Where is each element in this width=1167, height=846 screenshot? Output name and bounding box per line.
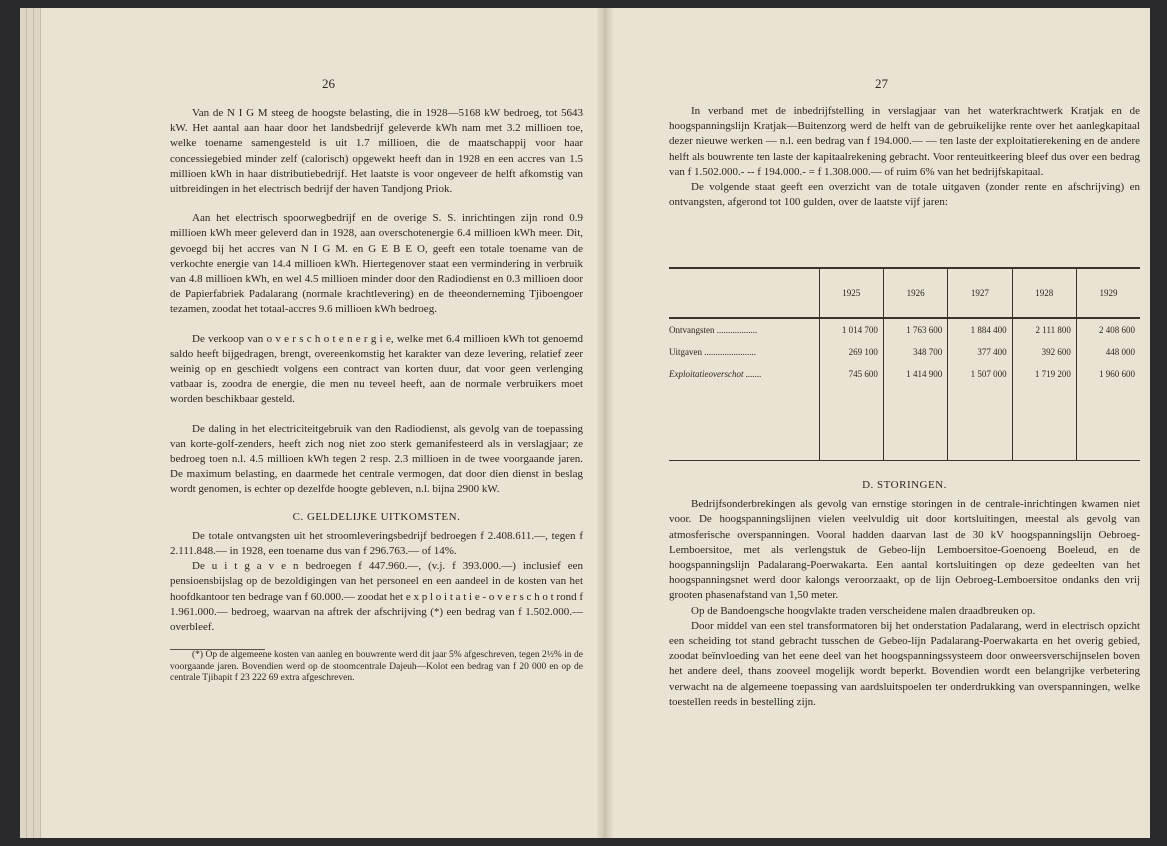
table-cell: 745 600 [819, 363, 883, 385]
table-header-year: 1927 [948, 268, 1012, 318]
right-page-intro [669, 104, 1140, 210]
paragraph: De volgende staat geeft een overzicht van de totale uitgaven (zonder rente en afschrijving) en ontvangsten, afgerond tot 100 gulden, over de laatste vijf jaren: [669, 181, 1140, 209]
footnote: (*) Op de algemeene kosten van aanleg en bouwrente werd dit jaar 5% afgeschreven, tegen 2½% in de voorgaande jaren. Bovendien werd op de stoomcentrale Dajeuh—Kolot een bedrag van f 20 000 en op de centrale Tjibapit f 23 222 69 extra afgeschreven. [170, 650, 583, 684]
finance-table [669, 267, 1140, 461]
paragraph: In verband met de inbedrijfstelling in verslagjaar van het waterkrachtwerk Kratjak en de hoogspanningslijn Kratjak—Buitenzorg werd de helft van de gebruikelijke rente over het aanlegkapitaal dezer nieuwe werken — n.l. een bedrag van f 194.000.— — ten laste der exploitatierekening en de andere helft als bouwrente ten laste der kapitaalrekening gebracht. Voor renteuitkeering bleef dus over een bedrag van f 1.502.000.- -- f 194.000.- = f 1.308.000.— of ruim 6% van het bedrijfskapitaal. [669, 105, 1140, 178]
table-header-year: 1929 [1076, 268, 1140, 318]
page-number: 27 [875, 76, 888, 91]
paragraph: Aan het electrisch spoorwegbedrijf en de overige S. S. inrichtingen zijn rond 0.9 millioen kWh meer geleverd dan in 1928, aan overschotenergie 6.4 millioen kWh meer. Dit, gevoegd bij het accres van N I G M. en G E B E O, geeft een totale toename van de verkochte energie van 14.4 millioen kWh. Hiertegenover staat een vermindering in verbruik van 4.8 millioen kWh, en wel 4.5 millioen minder door den Radiodienst en 0.3 millioen door de Papierfabriek Padalarang (normale krachtlevering) en de theeonderneming Tjiboengoer tezamen, zoodat het totaal-accres 9.6 millioen kWh bedroeg. [170, 212, 583, 316]
left-page-body [170, 106, 583, 685]
table-cell: 1 414 900 [883, 363, 947, 385]
page-edge [27, 8, 34, 838]
table-header-year: 1926 [883, 268, 947, 318]
table-cell: 269 100 [819, 341, 883, 363]
table-cell: 448 000 [1076, 341, 1140, 363]
table-row [669, 341, 1140, 363]
table-header-year: 1928 [1012, 268, 1076, 318]
table-cell: 1 960 600 [1076, 363, 1140, 385]
paragraph: Van de N I G M steeg de hoogste belasting, die in 1928—5168 kW bedroeg, tot 5643 kW. Het aantal aan haar door het landsbedrijf geleverde kWh nam met 3.2 millioen toe, welke toename samengesteld is uit 1.7 millioen, die de maatschappij voor haar concessiegebied minder zelf (calorisch) opgewekt heeft dan in 1928 en een accres van 1.5 millioen kWh in haar distributiebedrijf. Het laatste is voor ongeveer de helft afkomstig van uitbreidingen in het electrisch bedrijf der haven Tandjong Priok. [170, 107, 583, 196]
table-header-year: 1925 [819, 268, 883, 318]
paragraph: Op de Bandoengsche hoogvlakte traden verscheidene malen draadbreuken op. [691, 604, 1036, 617]
row-label: Ontvangsten .................. [669, 325, 758, 335]
table-cell: 1 884 400 [948, 318, 1012, 341]
table-header-blank [669, 268, 819, 318]
paragraph: Door middel van een stel transformatoren bij het onderstation Padalarang, werd in electrisch opzicht een scheiding tot stand gebracht tusschen de Gebeo-lijn Padalarang-Poerwakarta en het overig gebied, zoodat beïnvloeding van het eene deel van het hoogspanningssysteem door onweersverschijnselen boven het andere deel, thans zooveel mogelijk wordt beperkt. Bovendien wordt een belangrijke verbetering verwacht na de algemeene toepassing van aardsluitspoelen ter onderdrukking van overspanningen, welke toestellen reeds in bestelling zijn. [669, 619, 1140, 708]
page-edge [34, 8, 41, 838]
paragraph: De daling in het electriciteitgebruik van den Radiodienst, als gevolg van de toepassing van korte-golf-zenders, heeft zich nog niet zoo sterk gemanifesteerd als in verslagjaar; ze bedroeg toen n.l. 4.5 millioen kWh tegen 2 resp. 2.3 millioen in de twee voorgaande jaren. De maximum belasting, en daarmede het centrale vermogen, dat door dien dienst in beslag wordt genomen, is echter op dezelfde hoogte gebleven, n.l. bijna 2900 kW. [170, 422, 583, 496]
book-gutter [597, 8, 613, 838]
row-label: Exploitatieoverschot ....... [669, 369, 762, 379]
table-filler-row [669, 385, 1140, 461]
right-page [613, 8, 1150, 838]
paragraph: De u i t g a v e n bedroegen f 447.960.—, (v.j. f 393.000.—) inclusief een pensioensbijslag op de bezoldigingen van het personeel en een aandeel in de kosten van het hoofdkantoor ten bedrage van f 60.000.— zoodat het e x p l o i t a t i e - o v e r s c h o t rond f 1.961.000.— bedroeg, waarvan na aftrek der afschrijving (*) een bedrag van f 1.502.000.— overbleef. [170, 560, 583, 634]
table-cell: 377 400 [948, 341, 1012, 363]
page-number: 26 [322, 76, 335, 91]
table-header-row [669, 268, 1140, 318]
paragraph: De verkoop van o v e r s c h o t e n e r g i e, welke met 6.4 millioen kWh tot genoemd saldo heeft bijgedragen, brengt, overeenkomstig het karakter van deze levering, relatief zeer weinig op en geschiedt volgens een contract van korten duur, dat voor geen verlenging vatbaar is, zoodra de energie, die men nu teveel heeft, aan de normale verbruikers moet worden beschikbaar gesteld. [170, 332, 583, 406]
paragraph: Bedrijfsonderbrekingen als gevolg van ernstige storingen in de centrale-inrichtingen kwamen niet voor. De hoogspanningslijnen vielen veelvuldig uit door kortsluitingen, meestal als gevolg van atmosferische overspanningen. Vooral hadden daarvan last de 30 kV hoogspanningslijn Oebroeg-Lemboersitoe, met als verlengstuk de Gebeo-lijn Lemboersitoe-Goenoeng Boeleud, en de hoogspanningslijn Padalarang-Poerwakarta. Een aantal kortsluitingen op deze gedeelten van het hoogspanningsnet werd door kalongs veroorzaakt, op de lijn Oebroeg-Lemboersitoe ondanks den vrij grooten phasenafstand van 1,50 meter. [669, 498, 1140, 602]
table-cell: 1 763 600 [883, 318, 947, 341]
table-cell: 1 014 700 [819, 318, 883, 341]
table-cell: 1 719 200 [1012, 363, 1076, 385]
left-page [60, 8, 597, 838]
right-page-body [669, 466, 1140, 710]
table-cell: 392 600 [1012, 341, 1076, 363]
table-cell: 348 700 [883, 341, 947, 363]
table-cell: 2 408 600 [1076, 318, 1140, 341]
table-row [669, 318, 1140, 341]
table-row [669, 363, 1140, 385]
section-heading: C. GELDELIJKE UITKOMSTEN. [292, 510, 461, 523]
table-cell: 2 111 800 [1012, 318, 1076, 341]
paragraph: De totale ontvangsten uit het stroomleveringsbedrijf bedroegen f 2.408.611.—, tegen f 2.111.848.— in 1928, een toename dus van f 296.763.— of 14%. [170, 529, 583, 558]
row-label: Uitgaven ....................... [669, 347, 756, 357]
page-edge [20, 8, 27, 838]
book-spread [20, 8, 1150, 838]
table-cell: 1 507 000 [948, 363, 1012, 385]
section-heading: D. STORINGEN. [862, 479, 947, 491]
